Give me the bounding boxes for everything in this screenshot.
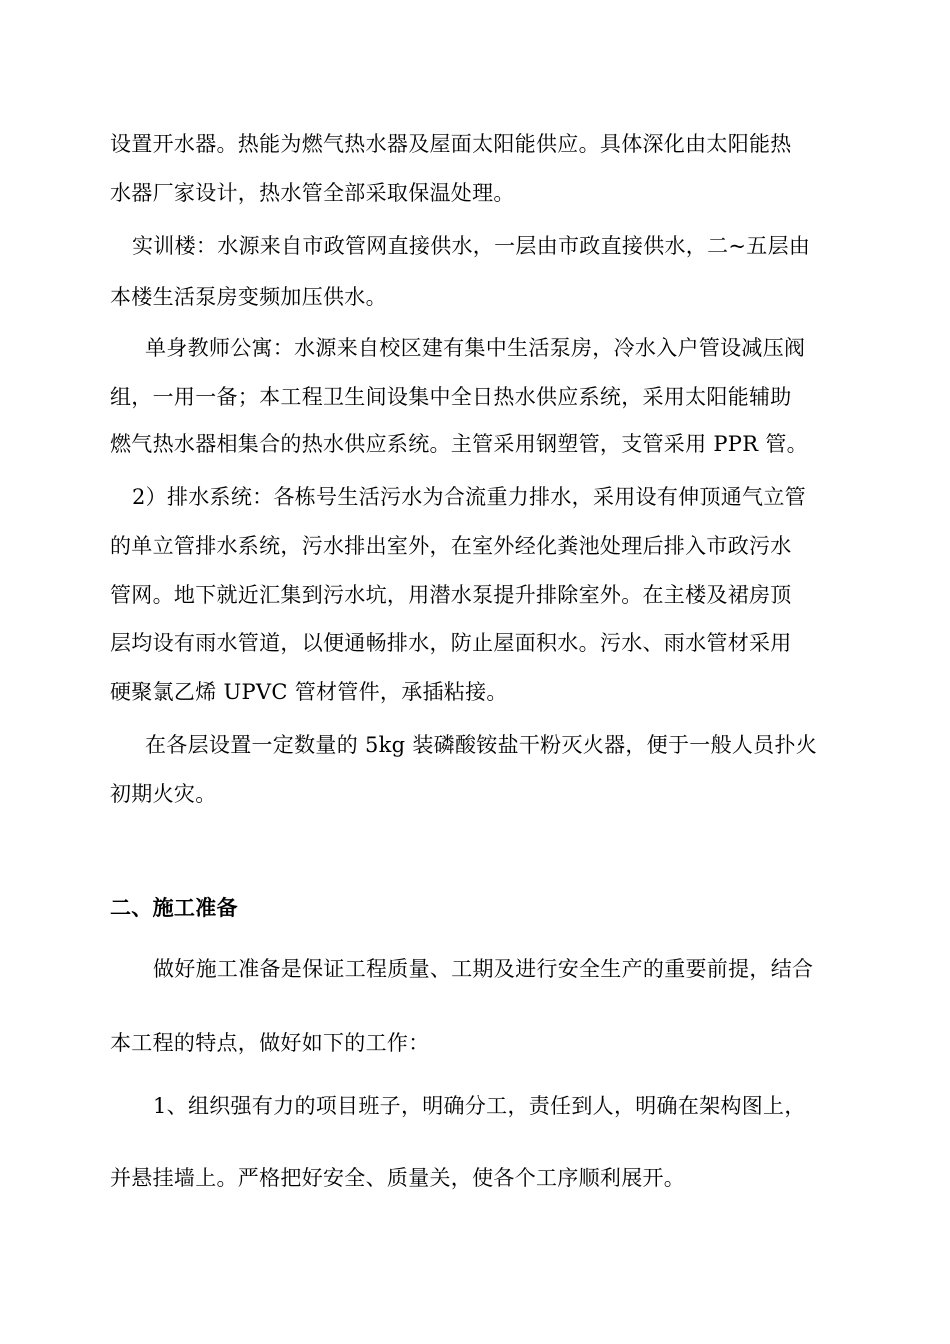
paragraph-line-10: 管网。地下就近汇集到污水坑，用潜水泵提升排除室外。在主楼及裙房顶 (110, 583, 792, 607)
paragraph-line-1: 设置开水器。热能为燃气热水器及屋面太阳能供应。具体深化由太阳能热 (110, 132, 792, 156)
paragraph-line-2: 水器厂家设计，热水管全部采取保温处理。 (110, 181, 515, 205)
paragraph-line-13: 在各层设置一定数量的 5kg 装磷酸铵盐干粉灭火器，便于一般人员扑火 (145, 733, 818, 757)
section-line-4: 并悬挂墙上。严格把好安全、质量关，使各个工序顺利展开。 (110, 1166, 686, 1190)
section-title: 二、施工准备 (110, 896, 238, 920)
paragraph-line-3: 实训楼：水源来自市政管网直接供水，一层由市政直接供水，二~五层由 (132, 234, 811, 258)
paragraph-line-14: 初期火灾。 (110, 782, 217, 806)
paragraph-line-12: 硬聚氯乙烯 UPVC 管材管件，承插粘接。 (110, 680, 508, 704)
paragraph-line-5: 单身教师公寓：水源来自校区建有集中生活泵房，冷水入户管设减压阀 (145, 336, 806, 360)
paragraph-line-6: 组，一用一备；本工程卫生间设集中全日热水供应系统，采用太阳能辅助 (110, 385, 792, 409)
section-line-3: 1、组织强有力的项目班子，明确分工，责任到人，明确在架构图上， (153, 1094, 806, 1118)
paragraph-line-11: 层均设有雨水管道，以便通畅排水，防止屋面积水。污水、雨水管材采用 (110, 631, 792, 655)
section-line-1: 做好施工准备是保证工程质量、工期及进行安全生产的重要前提，结合 (153, 957, 814, 981)
paragraph-line-8: 2）排水系统：各栋号生活污水为合流重力排水，采用设有伸顶通气立管 (132, 485, 806, 509)
paragraph-line-4: 本楼生活泵房变频加压供水。 (110, 285, 387, 309)
paragraph-line-7: 燃气热水器相集合的热水供应系统。主管采用钢塑管，支管采用 PPR 管。 (110, 432, 808, 456)
paragraph-line-9: 的单立管排水系统，污水排出室外，在室外经化粪池处理后排入市政污水 (110, 534, 792, 558)
section-line-2: 本工程的特点，做好如下的工作： (110, 1031, 430, 1055)
